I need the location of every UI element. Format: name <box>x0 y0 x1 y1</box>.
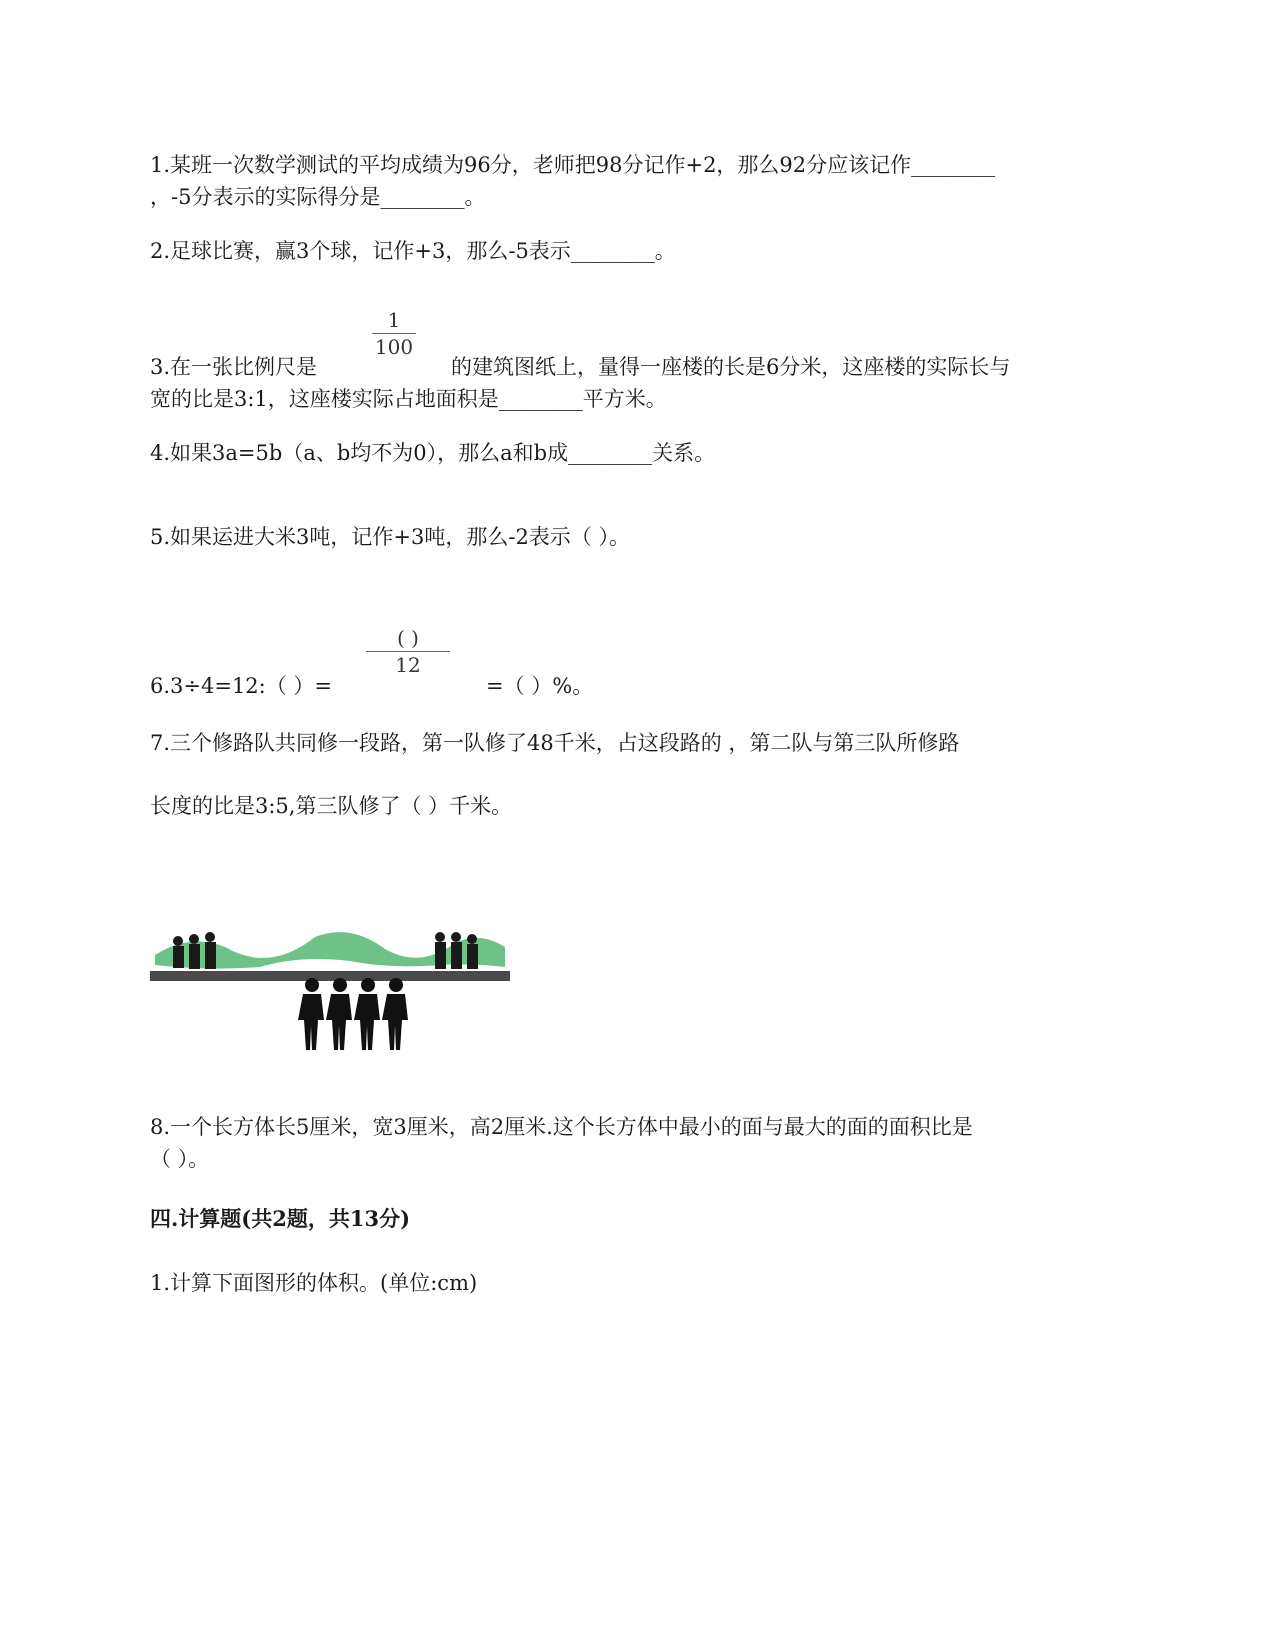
q3-scale-fraction <box>372 308 416 359</box>
road-workers-illustration <box>150 925 510 1070</box>
q1-line2: ，-5分表示的实际得分是________。 <box>150 185 486 209</box>
section4-heading: 四.计算题(共2题，共13分) <box>150 1206 411 1231</box>
standing-people-icon <box>298 978 408 1050</box>
section4-q1-text: 1.计算下面图形的体积。(单位:cm) <box>150 1271 478 1295</box>
q6-fraction-numerator: ( ) <box>397 626 419 650</box>
q3-fraction-denominator: 100 <box>374 335 414 359</box>
workers-left-icon <box>173 932 216 969</box>
q8-line1: 8.一个长方体长5厘米，宽3厘米，高2厘米.这个长方体中最小的面与最大的面的面积比是 <box>150 1115 973 1139</box>
q8-line2: （ ）。 <box>150 1147 210 1171</box>
q6-line-start: 6.3÷4=12:（ ）= <box>150 674 333 698</box>
q3-line1-start: 3.在一张比例尺是 <box>150 355 318 379</box>
q3-fraction-numerator: 1 <box>387 308 401 332</box>
workers-right-icon <box>435 932 478 969</box>
q7-line2: 长度的比是3:5,第三队修了（ ）千米。 <box>150 794 513 818</box>
q6-fraction-denominator: 12 <box>395 653 421 677</box>
q6-fraction <box>366 626 450 677</box>
q3-fraction-bar <box>372 333 416 334</box>
q4-text: 4.如果3a=5b（a、b均不为0），那么a和b成________关系。 <box>150 441 716 465</box>
q5-text: 5.如果运进大米3吨，记作+3吨，那么-2表示（ ）。 <box>150 525 630 549</box>
q7-line1: 7.三个修路队共同修一段路，第一队修了48千米，占这段路的 ，第二队与第三队所修路 <box>150 731 960 755</box>
q6-line-end: =（ ）%。 <box>486 674 594 698</box>
q3-line2: 宽的比是3:1，这座楼实际占地面积是________平方米。 <box>150 387 667 411</box>
q1-line1: 1.某班一次数学测试的平均成绩为96分，老师把98分记作+2，那么92分应该记作________ <box>150 153 996 177</box>
road-strip <box>150 971 510 981</box>
q6-fraction-bar <box>366 651 450 652</box>
q2-text: 2.足球比赛，赢3个球，记作+3，那么-5表示________。 <box>150 239 676 263</box>
q3-line1-end: 的建筑图纸上，量得一座楼的长是6分米，这座楼的实际长与 <box>451 355 1011 379</box>
